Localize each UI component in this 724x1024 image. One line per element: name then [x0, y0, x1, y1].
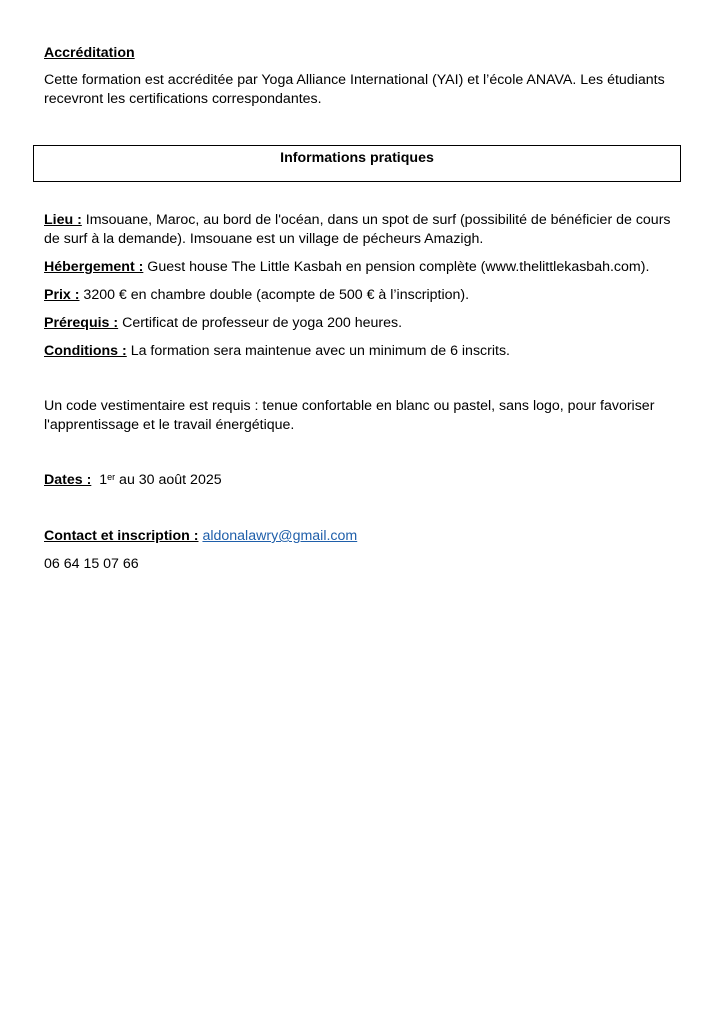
dates-rest: au 30 août 2025	[115, 472, 222, 488]
hebergement-paragraph	[44, 258, 684, 277]
dates-label: Dates :	[44, 472, 92, 488]
conditions-paragraph	[44, 342, 684, 361]
accreditation-text: Cette formation est accréditée par Yoga Alliance International (YAI) et l’école ANAVA. Les étudiants recevront les certifications correspondantes.	[44, 72, 665, 107]
prerequis-paragraph	[44, 314, 684, 333]
hebergement-label: Hébergement :	[44, 259, 144, 275]
prerequis-value: Certificat de professeur de yoga 200 heures.	[118, 315, 403, 331]
prix-paragraph	[44, 286, 684, 305]
prerequis-label: Prérequis :	[44, 315, 119, 331]
phone-number: 06 64 15 07 66	[44, 556, 139, 572]
email-link[interactable]: aldonalawry@gmail.com	[202, 528, 358, 544]
accreditation-heading: Accréditation	[44, 45, 135, 61]
conditions-label: Conditions :	[44, 343, 127, 359]
hebergement-value: Guest house The Little Kasbah en pension complète (www.thelittlekasbah.com).	[143, 259, 650, 275]
lieu-paragraph	[44, 211, 684, 249]
contact-label: Contact et inscription :	[44, 528, 199, 544]
prix-value: 3200 € en chambre double (acompte de 500 € à l’inscription).	[79, 287, 470, 303]
conditions-value: La formation sera maintenue avec un minimum de 6 inscrits.	[126, 343, 510, 359]
contact-paragraph	[44, 527, 684, 546]
lieu-value: Imsouane, Maroc, au bord de l'océan, dans un spot de surf (possibilité de bénéficier de cours de surf à la demande). Imsouane est un village de pécheurs Amazigh.	[44, 212, 671, 247]
dates-paragraph	[44, 471, 684, 490]
info-box	[33, 145, 681, 182]
prix-label: Prix :	[44, 287, 80, 303]
info-box-title: Informations pratiques	[280, 150, 434, 166]
dates-day: 1	[99, 472, 108, 488]
lieu-label: Lieu :	[44, 212, 82, 228]
dress-code-paragraph: Un code vestimentaire est requis : tenue confortable en blanc ou pastel, sans logo, pour favoriser l'apprentissage et le travail énergétique.	[44, 398, 655, 433]
dates-superscript: er	[107, 472, 116, 482]
